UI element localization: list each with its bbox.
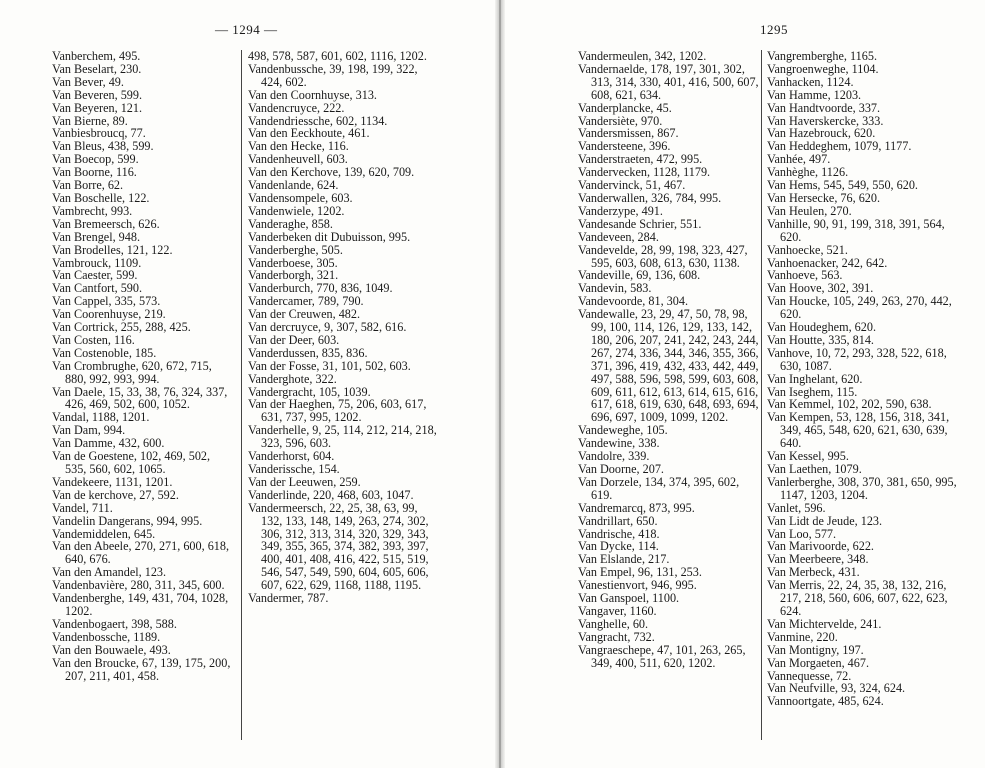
index-entry: Van Empel, 96, 131, 253.: [578, 565, 702, 580]
index-entry: Van Haverskercke, 333.: [767, 113, 884, 128]
index-entry: Vandernaelde, 178, 197, 301, 302, 313, 314, 330, 401, 416, 500, 607, 608, 621, 634.: [578, 61, 759, 102]
index-entry: Van Cantfort, 590.: [52, 281, 143, 296]
index-entry: Vanderbeken dit Dubuisson, 995.: [248, 229, 411, 244]
index-entry: Van der Haeghen, 75, 206, 603, 617, 631, 737, 995, 1202.: [248, 397, 427, 425]
index-entry: Van Merris, 22, 24, 35, 38, 132, 216, 217, 218, 560, 606, 607, 622, 623, 624.: [767, 578, 948, 618]
index-entry: Vandersmissen, 867.: [578, 126, 679, 141]
index-entry: Van Bremeersch, 626.: [52, 216, 160, 231]
column-divider: [761, 50, 762, 740]
index-entry: Van Houtte, 335, 814.: [767, 332, 874, 347]
index-entry: Van Houdeghem, 620.: [767, 320, 876, 335]
index-entry: Vandesande Schrier, 551.: [578, 216, 702, 231]
index-entry: Vandercamer, 789, 790.: [248, 294, 364, 309]
index-entry: Vanderghote, 322.: [248, 371, 337, 386]
index-entry: Vandervinck, 51, 467.: [578, 178, 686, 193]
index-entry: Van Boorne, 116.: [52, 165, 137, 180]
index-entry: Van Daele, 15, 33, 38, 76, 324, 337, 426, 469, 502, 600, 1052.: [52, 384, 228, 412]
index-entry: Vanderplancke, 45.: [578, 100, 672, 115]
index-entry: Vanderwallen, 326, 784, 995.: [578, 190, 722, 205]
index-entry: Vanderhorst, 604.: [248, 449, 335, 464]
index-entry: Vandrillart, 650.: [578, 513, 658, 528]
index-entry: Vandermeersch, 22, 25, 38, 63, 99, 132, 133, 148, 149, 263, 274, 302, 306, 312, 313, 314, 320, 329, 343, 349, 355, 365, 374, 382, 393, 397, 400, 401, 408, 416, 422, 515, 519, 546, 547, 549, 590, 604, 605, 606, 607, 622, 629, 1168, 1188, 1195.: [248, 500, 429, 593]
index-entry: Van Brodelles, 121, 122.: [52, 242, 173, 257]
index-entry: Van Coorenhuyse, 219.: [52, 307, 166, 322]
index-entry: Van Bleus, 438, 599.: [52, 139, 154, 154]
index-entry: Vangroenweghe, 1104.: [767, 61, 879, 76]
index-entry: Van Marivoorde, 622.: [767, 539, 874, 554]
index-entry: Vandenwiele, 1202.: [248, 203, 345, 218]
index-entry: Van den Coornhuyse, 313.: [248, 87, 377, 102]
index-entry: Vanhée, 497.: [767, 152, 831, 167]
index-entry: Van Doorne, 207.: [578, 462, 664, 476]
index-entry: Van Borre, 62.: [52, 178, 124, 193]
index-entry: Van den Hecke, 116.: [248, 139, 349, 154]
index-entry: Van Ganspoel, 1100.: [578, 591, 680, 606]
index-entry: Vangaver, 1160.: [578, 603, 657, 618]
index-entry: Van Bever, 49.: [52, 74, 124, 89]
index-entry: Vanhoecke, 521.: [767, 242, 848, 257]
index-entry: Van de kerchove, 27, 592.: [52, 487, 179, 502]
index-entry: Van Elslande, 217.: [578, 552, 670, 567]
index-entry: Vanhacken, 1124.: [767, 74, 854, 89]
index-entry: Vanbiesbroucq, 77.: [52, 126, 146, 141]
index-entry: Vanderdussen, 835, 836.: [248, 345, 368, 360]
index-entry: Van den Amandel, 123.: [52, 565, 167, 580]
index-entry: Van Crombrughe, 620, 672, 715, 880, 992, 993, 994.: [52, 358, 212, 386]
index-entry: Van Hazebrouck, 620.: [767, 126, 876, 141]
index-entry: Vanderhelle, 9, 25, 114, 212, 214, 218, 323, 596, 603.: [248, 423, 437, 451]
index-entry: Van Montigny, 197.: [767, 642, 864, 657]
index-entry: Van Lidt de Jeude, 123.: [767, 513, 883, 528]
index-entry: Van dercruyce, 9, 307, 582, 616.: [248, 320, 407, 335]
index-entry: Vanhille, 90, 91, 199, 318, 391, 564, 620.: [767, 216, 945, 244]
index-entry: Vanderborgh, 321.: [248, 268, 339, 283]
index-entry: Vandrische, 418.: [578, 526, 660, 541]
index-entry: Vanlet, 596.: [767, 500, 826, 515]
column-divider: [241, 50, 242, 740]
index-entry: Vanderlinde, 220, 468, 603, 1047.: [248, 487, 414, 502]
index-entry: Van Laethen, 1079.: [767, 462, 862, 476]
index-entry: Vanghelle, 60.: [578, 616, 649, 631]
index-entry: Van Cortrick, 255, 288, 425.: [52, 320, 191, 335]
index-entry: Van Dycke, 114.: [578, 539, 659, 554]
index-entry: Van Boecop, 599.: [52, 152, 139, 167]
index-entry: Vandencruyce, 222.: [248, 100, 345, 115]
index-entry: Vandeville, 69, 136, 608.: [578, 268, 701, 283]
index-entry: Vanderstraeten, 472, 995.: [578, 152, 703, 167]
index-entry: Vanhèghe, 1126.: [767, 165, 849, 180]
index-entry: Van der Creuwen, 482.: [248, 307, 361, 322]
index-entry: Van de Goestene, 102, 469, 502, 535, 560, 602, 1065.: [52, 449, 211, 476]
index-entry: Van Morgaeten, 467.: [767, 655, 869, 670]
index-entry: Van Merbeck, 431.: [767, 565, 860, 580]
index-entry: Van den Eeckhoute, 461.: [248, 126, 370, 141]
index-entry: Vannoortgate, 485, 624.: [767, 694, 884, 709]
index-entry: Vanestienvort, 946, 995.: [578, 578, 697, 593]
index-entry: Vandergracht, 105, 1039.: [248, 384, 371, 399]
book-gutter: [495, 0, 505, 768]
index-entry: Vandelin Dangerans, 994, 995.: [52, 513, 203, 528]
index-entry: Vanderberghe, 505.: [248, 242, 343, 257]
index-entry: Van Hamme, 1203.: [767, 87, 862, 102]
index-entry: Van Michtervelde, 241.: [767, 616, 882, 631]
index-entry: Van Costen, 116.: [52, 332, 135, 347]
index-entry: Vandenheuvell, 603.: [248, 152, 348, 167]
right-column-1: [578, 50, 760, 670]
index-entry: Vanberchem, 495.: [52, 49, 141, 63]
index-entry: Van Hems, 545, 549, 550, 620.: [767, 178, 918, 193]
index-entry: Van Kemmel, 102, 202, 590, 638.: [767, 397, 932, 412]
index-entry: Van Beveren, 599.: [52, 87, 143, 102]
index-entry: Van Heddeghem, 1079, 1177.: [767, 139, 912, 154]
index-entry: Vanderboese, 305.: [248, 255, 338, 270]
index-entry: Van den Kerchove, 139, 620, 709.: [248, 165, 415, 180]
index-entry: Van Heulen, 270.: [767, 203, 852, 218]
index-entry: Vandremarcq, 873, 995.: [578, 500, 695, 515]
index-entry: Vangremberghe, 1165.: [767, 49, 877, 63]
index-entry: Vandenlande, 624.: [248, 178, 339, 193]
index-entry: Vandewine, 338.: [578, 436, 660, 451]
index-entry: Vandendriessche, 602, 1134.: [248, 113, 388, 128]
index-entry: Vandolre, 339.: [578, 449, 650, 464]
index-entry: Vandekeere, 1131, 1201.: [52, 474, 173, 489]
index-entry: Vandenbussche, 39, 198, 199, 322, 424, 602.: [248, 61, 418, 89]
index-entry: Van Brengel, 948.: [52, 229, 141, 244]
index-entry: Vandeweghe, 105.: [578, 423, 668, 438]
index-entry: Van Iseghem, 115.: [767, 384, 858, 399]
page-number-left: — 1294 —: [215, 22, 278, 37]
index-entry: Vandenbavière, 280, 311, 345, 600.: [52, 578, 225, 593]
index-entry: Vandevin, 583.: [578, 281, 652, 296]
index-entry: Vanderaghe, 858.: [248, 216, 333, 231]
index-entry: Van Beyeren, 121.: [52, 100, 143, 115]
index-entry: Van Houcke, 105, 249, 263, 270, 442, 620.: [767, 294, 952, 322]
index-entry: Van Caester, 599.: [52, 268, 138, 283]
index-entry: Van der Fosse, 31, 101, 502, 603.: [248, 358, 411, 373]
index-entry: Van den Abeele, 270, 271, 600, 618, 640, 676.: [52, 539, 230, 567]
index-entry: Vanhoeve, 563.: [767, 268, 843, 283]
index-entry: Vandal, 1188, 1201.: [52, 410, 150, 425]
index-entry: Vandersteene, 396.: [578, 139, 671, 154]
index-entry: Van Beselart, 230.: [52, 61, 142, 76]
index-entry: Van Kempen, 53, 128, 156, 318, 341, 349, 465, 548, 620, 621, 630, 639, 640.: [767, 410, 950, 451]
index-entry: Van Costenoble, 185.: [52, 345, 157, 360]
index-entry: Van den Broucke, 67, 139, 175, 200, 207, 211, 401, 458.: [52, 655, 231, 683]
index-entry: Vannequesse, 72.: [767, 668, 852, 683]
index-entry: Vandermeulen, 342, 1202.: [578, 49, 707, 63]
index-entry: Vanderburch, 770, 836, 1049.: [248, 281, 393, 296]
index-entry: Vanderzype, 491.: [578, 203, 663, 218]
index-entry: Vandensompele, 603.: [248, 190, 353, 205]
index-entry: Vandermer, 787.: [248, 591, 329, 606]
left-column-1: [52, 50, 234, 682]
index-entry: Vandel, 711.: [52, 500, 113, 515]
index-entry: Vandervecken, 1128, 1179.: [578, 165, 711, 180]
index-entry: Vandewalle, 23, 29, 47, 50, 78, 98, 99, 100, 114, 126, 129, 133, 142, 180, 206, 207, 241, 242, 243, 244, 267, 274, 336, 344, 346, 355, 366, 371, 396, 419, 432, 433, 442, 449, 497, 588, 596, 598, 599, 603, 608, 609, 611, 612, 613, 614, 615, 616, 617, 618, 619, 630, 648, 693, 694, 696, 697, 1009, 1099, 1202.: [578, 307, 759, 425]
index-entry: Van Dam, 994.: [52, 423, 126, 438]
index-entry: Van Inghelant, 620.: [767, 371, 863, 386]
index-entry: Vandersiète, 970.: [578, 113, 663, 128]
index-entry: Vandevoorde, 81, 304.: [578, 294, 689, 309]
index-entry: Vandeveen, 284.: [578, 229, 659, 244]
index-entry: Van Damme, 432, 600.: [52, 436, 165, 451]
index-entry: Vanhove, 10, 72, 293, 328, 522, 618, 630, 1087.: [767, 345, 947, 373]
index-entry: Vanmine, 220.: [767, 629, 838, 644]
index-entry: Vanderissche, 154.: [248, 462, 340, 476]
index-entry: Van der Deer, 603.: [248, 332, 340, 347]
right-column-2: [767, 50, 957, 708]
index-entry: Van Bierne, 89.: [52, 113, 128, 128]
index-entry: Van den Bouwaele, 493.: [52, 642, 171, 657]
index-entry: Vandenbogaert, 398, 588.: [52, 616, 177, 631]
left-column-2: [248, 50, 438, 605]
index-entry: Vangracht, 732.: [578, 629, 655, 644]
index-entry: Van Hoove, 302, 391.: [767, 281, 874, 296]
index-entry: Van Boschelle, 122.: [52, 190, 150, 205]
index-entry: Van der Leeuwen, 259.: [248, 474, 361, 489]
index-entry: Vanhoenacker, 242, 642.: [767, 255, 888, 270]
page-number-right: 1295: [760, 22, 788, 37]
index-entry: Van Dorzele, 134, 374, 395, 602, 619.: [578, 474, 740, 502]
right-page: [505, 0, 985, 768]
index-entry: Vandevelde, 28, 99, 198, 323, 427, 595, 603, 608, 613, 630, 1138.: [578, 242, 748, 270]
index-entry: Vandenberghe, 149, 431, 704, 1028, 1202.: [52, 591, 229, 618]
index-entry: Vandemiddelen, 645.: [52, 526, 156, 541]
index-entry: Van Handtvoorde, 337.: [767, 100, 881, 115]
index-entry: Van Loo, 577.: [767, 526, 837, 541]
index-entry: Van Kessel, 995.: [767, 449, 849, 464]
index-entry: Van Hersecke, 76, 620.: [767, 190, 881, 205]
index-entry: Vanlerberghe, 308, 370, 381, 650, 995, 1147, 1203, 1204.: [767, 474, 957, 502]
index-entry: Van Neufville, 93, 324, 624.: [767, 681, 906, 696]
index-entry: Vandenbossche, 1189.: [52, 629, 161, 644]
index-entry: Van Meerbeere, 348.: [767, 552, 869, 567]
index-entry: Vambrouck, 1109.: [52, 255, 142, 270]
index-entry: Vambrecht, 993.: [52, 203, 133, 218]
index-entry: 498, 578, 587, 601, 602, 1116, 1202.: [248, 49, 427, 63]
index-entry: Vangraeschepe, 47, 101, 263, 265, 349, 400, 511, 620, 1202.: [578, 642, 746, 670]
index-entry: Van Cappel, 335, 573.: [52, 294, 161, 309]
